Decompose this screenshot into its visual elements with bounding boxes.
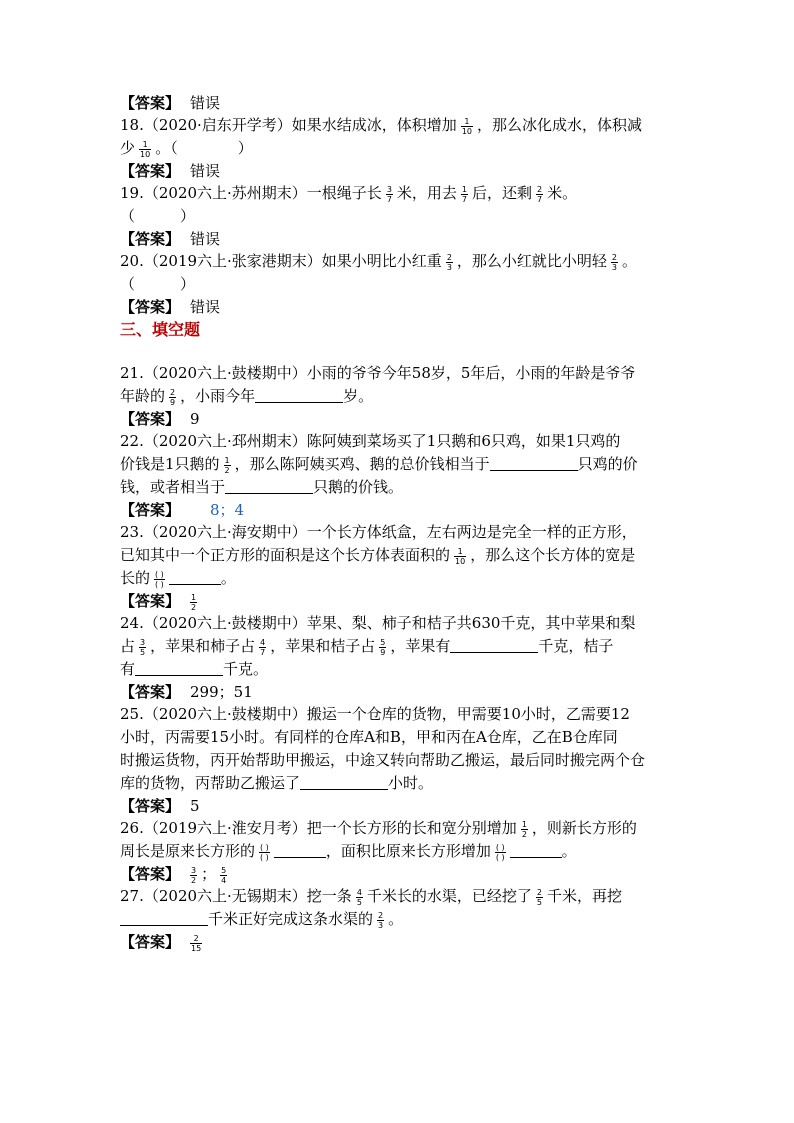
question-19-line-1 [120,182,680,205]
blank-fraction: $\frac{( )}{( )}$ [155,569,164,589]
blank-fraction: $\frac{( )}{( )}$ [260,842,269,862]
fraction: $\frac{2}{3}$ [446,252,452,272]
question-text: 24.（2020六上·鼓楼期中）苹果、梨、柿子和桔子共630千克，其中苹果和梨 [120,614,636,632]
answer-tag: 【答案】 [120,162,181,180]
question-24-line-2 [120,635,680,658]
question-text: 价钱是1只鹅的 [120,455,220,473]
question-18-line-1 [120,114,680,137]
question-21-line-1 [120,362,680,385]
fraction: $\frac{3}{7}$ [386,184,392,204]
question-text: 米。 [547,184,578,202]
blank-fraction: $\frac{( )}{( )}$ [495,842,505,862]
question-text: 千米长的水渠，已经挖了 [366,887,532,905]
answer-value: 299；51 [190,683,253,701]
fraction: $\frac{2}{7}$ [537,184,543,204]
question-text: 少 [120,139,136,157]
question-text: 。（ ） [155,139,253,157]
answer-tag: 【答案】 [120,94,181,112]
fill-blank [510,843,562,858]
answer-brackets: （ ） [120,275,196,293]
fraction: $\frac{5}{9}$ [380,637,386,657]
question-23-line-1 [120,521,680,544]
answer-value: 错误 [190,298,221,316]
fill-blank [135,661,223,676]
question-text: 时搬运货物，丙开始帮助甲搬运，中途又转向帮助乙搬运，最后同时搬完两个仓 [120,751,646,769]
question-25-line-4 [120,772,680,795]
question-25-line-1 [120,703,680,726]
fraction: $\frac{2}{5}$ [536,887,543,907]
answer-tag: 【答案】 [120,410,181,428]
question-26-line-2 [120,840,680,863]
question-text: 26.（2019六上·淮安月考）把一个长方形的长和宽分别增加 [120,819,517,837]
answer-tag: 【答案】 [120,865,181,883]
question-text: 钱，或者相当于 [120,478,226,496]
question-23-line-2 [120,544,680,567]
question-text: ，面积比原来长方形增加 [325,842,491,860]
question-text: 21.（2020六上·鼓楼期中）小雨的爷爷今年58岁，5年后，小雨的年龄是爷爷 [120,364,636,382]
question-23-line-3 [120,567,680,590]
question-25-line-2 [120,726,680,749]
fraction: $\frac{1}{10}$ [461,116,472,136]
answer-tag: 【答案】 [120,592,181,610]
question-text: ，苹果和柿子占 [150,637,256,655]
question-18-line-2 [120,137,680,160]
answer-fraction: $\frac{3}{2}$ [191,865,197,885]
question-text: 年龄的 [120,387,166,405]
question-text: 。 [561,842,577,860]
spacer [120,342,680,362]
question-25-line-3 [120,749,680,772]
question-text: 22.（2020六上·邳州期末）陈阿姨到菜场买了1只鹅和6只鸡，如果1只鸡的 [120,432,621,450]
answer-line-q19 [120,228,680,250]
question-text: ，苹果和桔子占 [270,637,376,655]
question-text: 占 [120,637,136,655]
question-text: 19.（2020六上·苏州期末）一根绳子长 [120,184,382,202]
answer-fraction: $\frac{5}{4}$ [221,865,227,885]
fill-blank [255,388,343,403]
question-text: 小时。 [388,774,434,792]
question-text: 千克。 [223,660,269,678]
answer-value: 错误 [190,94,221,112]
question-22-line-2 [120,453,680,476]
answer-value: 9 [190,410,200,428]
answer-line-q25 [120,795,680,817]
answer-line-q17 [120,92,680,114]
fraction: $\frac{4}{7}$ [260,637,266,657]
question-19-line-2 [120,205,680,228]
fraction: $\frac{1}{10}$ [140,139,151,159]
answer-line-q23 [120,590,680,612]
question-text: 20.（2019六上·张家港期末）如果小明比小红重 [120,252,442,270]
question-text: 岁。 [343,387,374,405]
answer-line-q22 [120,499,680,521]
answer-tag: 【答案】 [120,683,181,701]
fraction: $\frac{2}{9}$ [170,387,176,407]
question-22-line-3 [120,476,680,499]
answer-line-q18 [120,160,680,182]
answer-tag: 【答案】 [120,298,181,316]
question-text: 米，用去 [396,184,457,202]
answer-line-q21 [120,408,680,430]
answer-line-q27 [120,931,680,953]
fraction: $\frac{1}{10}$ [455,546,466,566]
question-text: ，那么小红就比小明轻 [456,252,607,270]
question-27-line-2 [120,908,680,931]
fraction: $\frac{2}{3}$ [378,910,384,930]
question-20-line-2 [120,273,680,296]
fill-blank [169,570,221,585]
fill-blank [490,456,578,471]
answer-value: 错误 [190,230,221,248]
section-heading: 三、填空题 [120,320,201,339]
question-27-line-1 [120,885,680,908]
document-page [120,92,680,953]
question-text: 25.（2020六上·鼓楼期中）搬运一个仓库的货物，甲需要10小时，乙需要12 [120,705,630,723]
answer-tag: 【答案】 [120,501,181,519]
answer-value: 5 [190,797,200,815]
question-text: 千米正好完成这条水渠的 [208,910,374,928]
question-text: 后，还剩 [472,184,533,202]
question-24-line-3 [120,658,680,681]
fraction: $\frac{1}{2}$ [521,819,527,839]
fill-blank [300,775,388,790]
fill-blank [120,911,208,926]
answer-separator: ； [201,865,217,883]
answer-brackets: （ ） [120,207,196,225]
answer-tag: 【答案】 [120,797,181,815]
question-text: 。 [220,569,236,587]
question-21-line-2 [120,385,680,408]
answer-fraction: $\frac{1}{2}$ [191,592,197,612]
answer-line-q24 [120,681,680,703]
question-text: 已知其中一个正方形的面积是这个长方体表面积的 [120,546,451,564]
answer-line-q20 [120,296,680,318]
fill-blank [450,638,538,653]
answer-line-q26 [120,863,680,885]
question-text: 长的 [120,569,151,587]
question-text: ，小雨今年 [180,387,256,405]
question-text: ，那么这个长方体的宽是 [470,546,636,564]
question-22-line-1 [120,430,680,453]
fill-blank [274,843,326,858]
question-text: 库的货物，丙帮助乙搬运了 [120,774,301,792]
question-text: ，那么冰化成水，体积减 [477,116,643,134]
question-20-line-1 [120,250,680,273]
answer-fraction: $\frac{2}{15}$ [191,933,202,953]
question-text: 有 [120,660,136,678]
question-text: 千米，再挖 [547,887,623,905]
question-text: 18.（2020·启东开学考）如果水结成冰，体积增加 [120,116,457,134]
question-text: ，苹果有 [390,637,451,655]
answer-tag: 【答案】 [120,230,181,248]
question-text: 。 [388,910,404,928]
question-text: 小时，丙需要15小时。有同样的仓库A和B，甲和丙在A仓库，乙在B仓库同 [120,728,618,746]
fraction: $\frac{1}{7}$ [461,184,468,204]
fill-blank [225,479,313,494]
question-text: ，那么陈阿姨买鸡、鹅的总价钱相当于 [234,455,490,473]
question-text: ，则新长方形的 [531,819,637,837]
question-text: 只鹅的价钱。 [313,478,404,496]
question-text: 千克，桔子 [538,637,614,655]
question-text: 只鸡的价 [577,455,638,473]
answer-value: 8；4 [210,501,245,519]
answer-value: 错误 [190,162,221,180]
question-text: 。 [622,252,638,270]
question-text: 23.（2020六上·海安期中）一个长方体纸盒，左右两边是完全一样的正方形， [120,523,637,541]
question-text: 周长是原来长方形的 [120,842,256,860]
answer-tag: 【答案】 [120,933,181,951]
question-text: 27.（2020六上·无锡期末）挖一条 [120,887,352,905]
fraction: $\frac{2}{3}$ [611,252,618,272]
question-26-line-1 [120,817,680,840]
question-24-line-1 [120,612,680,635]
fraction: $\frac{3}{5}$ [140,637,146,657]
fraction: $\frac{1}{2}$ [224,455,230,475]
fraction: $\frac{4}{5}$ [356,887,362,907]
